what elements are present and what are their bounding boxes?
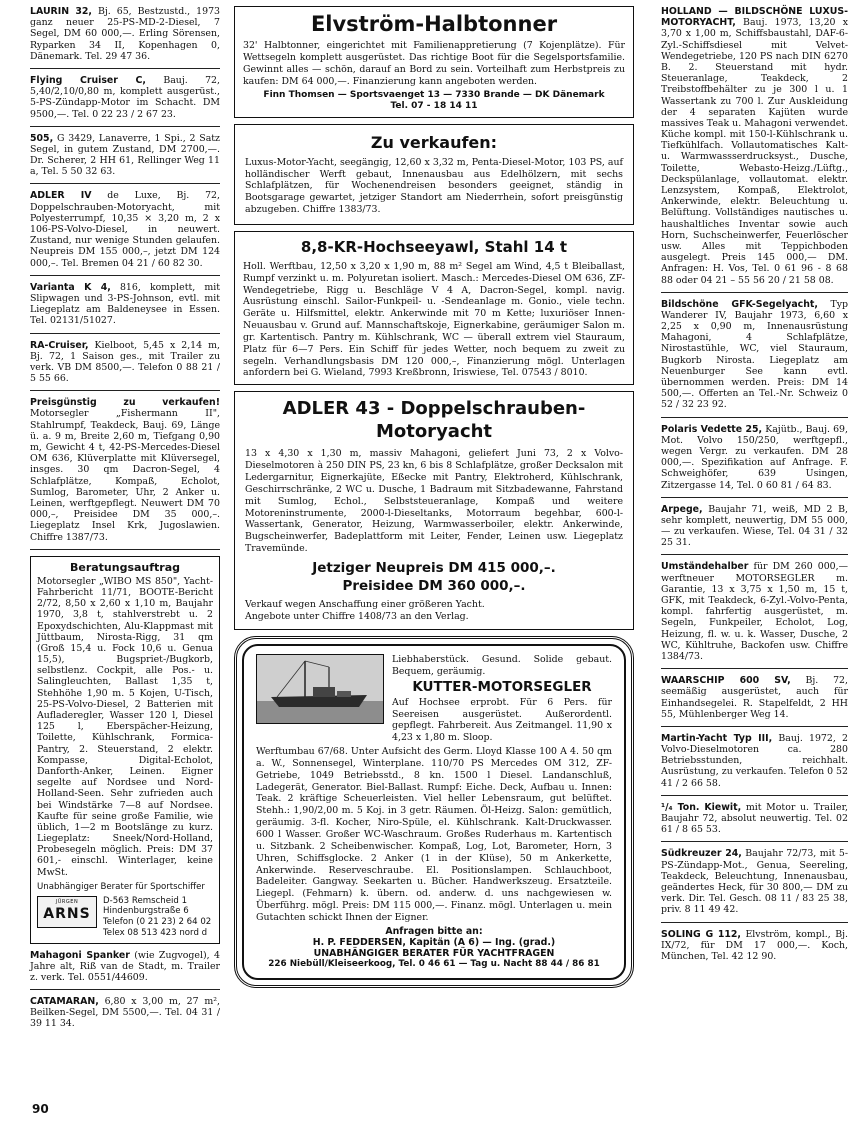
ad-text: Kielboot, 5,45 x 2,14 m, Bj. 72, 1 Saison ges., mit Trailer zu verk. VB DM 8500,—. Telefon 0 88 21 / 5 55 66. — [30, 339, 220, 385]
ad-lead: WAARSCHIP 600 SV, — [661, 675, 791, 687]
advisor-address — [103, 896, 211, 939]
classified-ad — [661, 6, 848, 293]
verkaufen-title: Zu verkaufen: — [370, 132, 498, 152]
kutter-intro: Liebhaberstück. Gesund. Solide gebaut. Bequem, geräumig. — [392, 654, 612, 677]
boat-illustration — [257, 655, 384, 724]
arns-logo — [37, 896, 97, 928]
kutter-request: Anfragen bitte an: — [385, 925, 483, 937]
ad-lead: ADLER IV — [30, 190, 92, 202]
ad-text: Baujahr 71, weiß, MD 2 B, sehr komplett, neuwertig, DM 55 000,— zu verkaufen. Wiese, Tel. 04 31 / 32 25 31. — [661, 503, 848, 549]
ad-lead: LAURIN 32, — [30, 6, 92, 17]
advisor-subtitle: Unabhängiger Berater für Sportschiffer — [37, 881, 205, 892]
adler43-price-idea: Preisidee DM 360 000,–. — [342, 578, 526, 595]
kutter-header — [256, 654, 612, 744]
ad-lead: ¹/₄ Ton. Kiewit, — [661, 801, 742, 813]
left-column — [30, 6, 220, 1042]
classified-ad — [30, 340, 220, 392]
elvstroem-text: 32' Halbtonner, eingerichtet mit Familienappretierung (7 Kojenplätze). Für Wettsegeln komplett ausgerüstet. Das richtige Boot für die Segelsportsfamilie. Gewinnt alles — schön, darauf an Bord zu sein. Vorteilhaft zum Herbstpreis zu kaufen: DM 64 000,—. Finanzierung kann angeboten werden. — [243, 39, 625, 87]
ad-lead: Polaris Vedette 25, — [661, 423, 763, 435]
classified-ad — [30, 282, 220, 334]
classified-ad — [30, 397, 220, 549]
adler43-text: 13 x 4,30 x 1,30 m, massiv Mahagoni, geliefert Juni 73, 2 x Volvo-Dieselmotoren à 250 DIN PS, 23 kn, 6 bis 8 Schlafplätze, großer Decksalon mit Ledergarnitur, Eignerkajüte, Eßecke mit Pantry, Elektroherd, Kühlschrank, Geschirrschränke, 2 WC u. Dusche, 1 Badraum mit Sitzbadewanne, Fahrstand mit Sumlog, Echol., Selbststeueranlage, Kompaß und weitere Motoreninstrumente, 2000-l-Dieseltanks, Motorraum begehbar, 600-l-Wassertank, Generator, Heizung, Warmwasserboiler, elektr. Ankerwinde, Bugscheinwerfer, Badeplattform mit Leiter, Fender, Leinen usw. Liegeplatz Travemünde. — [245, 448, 623, 555]
classified-ad — [661, 299, 848, 418]
classified-ad — [30, 75, 220, 127]
adler43-title-line-2: Motoryacht — [375, 420, 493, 442]
advisor-text: Motorsegler „WIBO MS 850", Yacht-Fahrbericht 11/71, BOOTE-Bericht 2/72, 8,50 x 2,60 x 1,10 m, Baujahr 1970, 3,8 t, stahlverstrebt u. 2 Epoxydschichten, Alu-Klappmast mit Jüttbaum, Nirosta-Rigg, 31 qm (Groß 15,4 u. Fock 10,6 u. Genua 15,5), Bugspriet-/Bugkorb, selbstlenz. Cockpit, alle Pos.- u. Salingleuchten, Ballast 1,35 t, Stehhöhe 1,90 m. 5 Kojen, U-Tisch, 25-PS-Volvo-Diesel, 2 Batterien mit Aufladeregler, Wasser 120 l, Diesel 125 l, Eberspächer-Heizung, Toilette, Kühlschrank, Formica-Pantry, 2. Steuerstand, 2 elektr. Kompasse, Digital-Echolot, Danforth-Anker, Leinen. Eigner segelte auf Nordsee und Nord-Holland-Seen. Sehr zufrieden auch bei Windstärke 7—8 auf Nordsee. Kaufte für seine große Familie, wie üblich, 1—2 m Bootslänge zu kurz. Liegeplatz: Sneek/Nord-Holland, Probesegeln möglich. Preis: DM 37 601,- einschl. Winterlager, keine MwSt. — [37, 575, 213, 878]
ad-lead: Arpege, — [661, 503, 703, 515]
ad-lead: CATAMARAN, — [30, 996, 99, 1008]
ad-text: Baujahr 72/73, mit 5-PS-Zündapp-Mot., Genua, Seereling, Teakdeck, Beleuchtung, Innenausbau, geändertes Heck, für 30 800,— DM zu verk. Dir. Tel. Gesch. 08 11 / 83 25 38, priv. 8 11 49 42. — [661, 848, 848, 916]
logo-small-text: JÜRGEN — [55, 899, 79, 906]
classified-ad — [661, 802, 848, 843]
ad-lead: Flying Cruiser C, — [30, 74, 146, 86]
address-line: Telex 08 513 423 nord d — [103, 927, 208, 938]
ad-text: Bauj. 72, 5,40/2,10/0,80 m, komplett ausgerüst., 5-PS-Zündapp-Motor im Schacht. DM 9500,—. Tel. 0 22 23 / 2 67 23. — [30, 74, 220, 120]
ad-text: für DM 260 000,— werftneuer MOTORSEGLER m. Garantie, 13 x 3,75 x 1,50 m, 15 t, GFK, mit Teakdeck, 6-Zyl.-Volvo-Penta, kompl. fahrfertig ausgerüstet, m. Segeln, Funkpeiler, Echolot, Log, Heizung, fl. w. u. k. Wasser, Dusche, 2 WC, Kühltruhe, Backofen usw. Chiffre 1384/73. — [661, 561, 848, 662]
classified-ad — [30, 190, 220, 275]
ad-text: 816, komplett, mit Slipwagen und 3-PS-Johnson, evtl. mit Liegeplatz am Baldeneysee in Essen. Tel. 02131/51027. — [30, 281, 221, 327]
classified-ad — [661, 561, 848, 669]
ad-lead: Preisgünstig zu verkaufen! — [30, 397, 220, 409]
ad-text: 6,80 x 3,00 m, 27 m², Beilken-Segel, DM 5500,—. Tel. 04 31 / 39 11 34. — [30, 996, 220, 1030]
hochseeyawl-text: Holl. Werftbau, 12,50 x 3,20 x 1,90 m, 88 m² Segel am Wind, 4,5 t Bleiballast, Rumpf verzinkt u. m. Polyuretan isoliert. Masch.: Mercedes-Diesel OM 636, ZF-Wendegetriebe, Rigg u. Beschläge V 4 A, Dacron-Segel, kompl. navig. Ausrüstung einschl. Sailor-Funkpeil- u. -Sendeanlage m. Gonio., viele techn. Geräte u. Hilfsmittel, elektr. Ankerwinde mit 70 m Kette; luxuriöser Innen-Neuausbau v. Grund auf. Mannschaftskoje, Eignerkabine, geräumiger Salon m. gr. Kartentisch. Pantry m. Kühlschrank, WC — überall extrem viel Stauraum, Platz für 6—7 Pers. Ein Schiff für jedes Wetter, noch bequem zu zweit zu segeln. Verhandlungsbasis DM 120 000,–, Finanzierung mögl. Unterlagen anfordern bei G. Wieland, 7993 Kreßbronn, Iriswiese, Tel. 07543 / 8010. — [243, 260, 625, 379]
kutter-contact-role: UNABHÄNGIGER BERATER FÜR YACHTFRAGEN — [313, 948, 555, 960]
classified-ad — [30, 950, 220, 991]
elvstroem-title: Elvström-Halbtonner — [310, 12, 558, 36]
advisor-title: Beratungsauftrag — [69, 560, 181, 574]
kutter-contact-address: 226 Niebüll/Kleiseerkoog, Tel. 0 46 61 — Tag u. Nacht 88 44 / 86 81 — [268, 959, 600, 970]
classified-ad — [30, 996, 220, 1036]
kutter-ad — [234, 636, 634, 988]
hochseeyawl-ad — [234, 231, 634, 385]
ad-text: mit Motor u. Trailer, Baujahr 72, absolut neuwertig. Tel. 02 61 / 8 65 53. — [661, 801, 848, 836]
logo-word: ARNS — [43, 906, 91, 923]
verkaufen-ad — [234, 124, 634, 225]
elvstroem-phone: Tel. 07 - 18 14 11 — [390, 101, 478, 112]
ad-lead: HOLLAND — BILDSCHÖNE LUXUS-MOTORYACHT, — [661, 6, 848, 29]
elvstroem-ad — [234, 6, 634, 118]
address-line: Telefon (0 21 23) 2 64 02 — [103, 917, 212, 928]
classified-ad — [661, 675, 848, 727]
classified-ad — [661, 733, 848, 796]
ad-lead: Umständehalber — [661, 561, 749, 573]
right-column — [661, 6, 848, 974]
classified-ad — [30, 133, 220, 185]
kutter-text: Werftumbau 67/68. Unter Aufsicht des Germ. Lloyd Klasse 100 A 4. 50 qm a. W., Sonnensegel, Winterplane. 110/70 PS Mercedes OM 312, ZF-Getriebe, 1049 Betriebsstd., 8 kn. 1500 l Diesel. Landanschluß, Ladegerät, Generator. Biel-Ballast. Rumpf: Eiche. Deck, Aufbau u. Innen: Teak. 2 kräftige Scheuerleisten. Viel heller Lebensraum, gut belüftet. Stehh.: 1,90/2,00 m. 5 Koj. in 3 getr. Räumen. Öl-Heizg. Salon: gemütlich, geräumig. 3-fl. Kocher, Niro-Spüle, el. Kühlschrank. Kalt-Druckwasser. 600 l Wasser. Großer WC-Waschraum. Großes Ruderhaus m. Kartentisch u. Sitzbank. 2 Scheibenwischer. Kompaß, Log, Lot, Barometer, Horn, 3 Uhren, Schiffsglocke. 2 Anker (1 in der Klüse), 50 m Ankerkette, Ankerwinde. Reserveschraube. El. Positionslampen. Schlauchboot, Badeleiter. Gangway. Seekarten u. Bücher. Handwerkszeug. Ersatzteile. Liegepl. (Fehmarn) k. übern. od. anderw. d. uns nachgewiesen w. Überführg. mögl. Preis: DM 115 000,—. Finanz. mögl. Unterlagen u. mein Gutachten schickt Ihnen der Eigner. — [256, 746, 612, 923]
ad-lead: Südkreuzer 24, — [661, 848, 742, 860]
advisor-box — [30, 556, 220, 944]
adler43-footer-line: Verkauf wegen Anschaffung einer größeren Yacht. — [245, 599, 485, 611]
classified-ad — [661, 848, 848, 922]
address-line: D-563 Remscheid 1 — [103, 895, 188, 906]
ad-text: de Luxe, Bj. 72, Doppelschrauben-Motoryacht, mit Polyesterrumpf, 10,35 × 3,20 m, 2 x 106-PS-Volvo-Diesel, in neuwert. Zustand, nur wenige Stunden gelaufen. Neupreis DM 155 000,–, jetzt DM 124 000,–. Tel. Bremen 04 21 / 60 82 30. — [30, 190, 220, 269]
verkaufen-text: Luxus-Motor-Yacht, seegängig, 12,60 x 3,32 m, Penta-Diesel-Motor, 103 PS, auf holländischer Werft gebaut, Innenausbau aus Edelhölzern, mit sechs Schlafplätzen, für Wochenendreisen besonders geeignet, ständig in Bootsgarage gewartet, jetziger Standort am Niederrhein, sofort preisgünstig abzugeben. Chiffre 1383/73. — [245, 156, 623, 216]
boat-photo — [256, 654, 384, 724]
ad-lead: Bildschöne GFK-Segelyacht, — [661, 298, 818, 310]
adler43-title-line-1: ADLER 43 - Doppelschrauben- — [282, 398, 586, 420]
kutter-top-text: Auf Hochsee erprobt. Für 6 Pers. für Seereisen ausgerüstet. Außerordentl. gepflegt. Fahrbereit. Aus Zeitmangel. 11,90 x 4,23 x 1,80 m. Sloop. — [392, 696, 612, 744]
adler43-new-price: Jetziger Neupreis DM 415 000,–. — [312, 559, 556, 576]
elvstroem-contact: Finn Thomsen — Sportsvaenget 13 — 7330 Brande — DK Dänemark — [263, 90, 605, 101]
ad-text: Bj. 72, seemäßig ausgerüstet, auch für Einhandsegelei. R. Stapelfeldt, 2 HH 55, Mühlenberger Weg 14. — [661, 675, 848, 720]
advisor-contact — [37, 896, 213, 939]
classified-ad — [661, 504, 848, 556]
ad-text: Bauj. 1973, 13,20 x 3,70 x 1,00 m, Schiffsbaustahl, DAF-6-Zyl.-Schiffsdiesel mit Velvet-Wendegetriebe, 120 PS nach DIN 6270 B. 2. Steuerstand mit hydr. Steueranlage, Teakdeck, 2 Treibstoffbehälter zu je 300 l u. 1 Wassertank zu 700 l. Zur Auskleidung der 4 separaten Kajüten wurde massives Teak u. Mahagoni verwendet. Küche kompl. mit 150-l-Kühlschrank u. Tiefkühlfach. Vollautomatisches Kalt- u. Warmwassserdrucksyst., Dusche, Toilette, Webasto-Heizg./Lüftg., Deckspülanlage, vollautomat. elektr. Lenzsystem, Kompaß, Elektrolot, Ankerwinde, elektr. Beleuchtung u. Belüftung. Vollständiges nautisches u. haushaltliches Inventar sowie auch Horn, Suchscheinwerfer, Feuerlöscher usw. Alles mit Teppichboden ausgelegt. Preis 145 000,— DM. Anfragen: H. Vos, Tel. 0 61 96 - 8 68 88 oder 04 21 – 55 56 20 / 21 58 08. — [661, 17, 848, 286]
middle-column — [234, 6, 634, 988]
kutter-header-text — [392, 654, 612, 744]
ad-text: Bj. 65, Bestzustd., 1973 ganz neuer 25-PS-MD-2-Diesel, 7 Segel, DM 60 000,—. Erling Sörensen, Ryparken 34 II, Kopenhagen 0, Dänemark. Tel. 29 47 36. — [30, 6, 220, 62]
ad-lead: Mahagoni Spanker — [30, 949, 130, 961]
ad-text: Elvström, kompl., Bj. IX/72, für DM 17 000,—. Koch, München, Tel. 42 12 90. — [661, 928, 848, 962]
ad-text: Typ Wanderer IV, Baujahr 1973, 6,60 x 2,25 x 0,90 m, Innenausrüstung Mahagoni, 4 Schlafplätze, Nirostastühle, WC, viel Stauraum, Bugkorb Nirosta. Liegeplatz am Neuenburger See kann evtl. übernommen werden. Preis: DM 14 500,—. Offerten an Tel.-Nr. Schweiz 0 52 / 32 23 92. — [661, 298, 848, 411]
ad-text: Bauj. 1972, 2 Volvo-Dieselmotoren ca. 280 Betriebsstunden, reichhalt. Ausrüstung, zu verkaufen. Telefon 0 52 41 / 2 66 58. — [661, 732, 848, 789]
page-number: 90 — [32, 1102, 49, 1116]
adler43-ad — [234, 391, 634, 630]
classified-ad — [30, 6, 220, 69]
adler43-footer-line: Angebote unter Chiffre 1408/73 an den Verlag. — [245, 611, 469, 623]
ad-text: Motorsegler „Fishermann II", Stahlrumpf, Teakdeck, Bauj. 69, Länge ü. a. 9 m, Breite 2,60 m, Tiefgang 0,90 m, Gewicht 4 t, 42-PS-Mercedes-Diesel OM 636, Klüverplatte mit Klüversegel, insges. 30 qm Dacron-Segel, 4 Schlafplätze, Kompaß, Echolot, Sumlog, Barometer, Uhr, 2 Anker u. Leinen, werftgepflegt. Neuwert DM 70 000,–, Preisidee DM 35 000,–. Liegeplatz Insel Krk, Jugoslawien. Chiffre 1387/73. — [30, 408, 220, 543]
classified-ad — [661, 424, 848, 498]
ad-lead: 505, — [30, 132, 54, 144]
ad-text: Kajütb., Bauj. 69, Mot. Volvo 150/250, werftgepfl., wegen Vergr. zu verkaufen. DM 28 000,—. Spezifikation auf Anfrage. F. Schweighöfer, 639 Usingen, Zitzergasse 14, Tel. 0 60 81 / 64 83. — [661, 423, 848, 491]
classified-ad — [661, 929, 848, 969]
ad-text: (wie Zugvogel), 4 Jahre alt, Riß van de Stadt, m. Trailer z. verk. Tel. 0551/44609. — [30, 949, 221, 983]
hochseeyawl-title: 8,8-KR-Hochseeyawl, Stahl 14 t — [300, 238, 568, 257]
address-line: Hindenburgstraße 6 — [103, 906, 189, 917]
ad-lead: Varianta K 4, — [30, 281, 111, 293]
ad-lead: Martin-Yacht Typ III, — [661, 732, 773, 744]
ad-text: G 3429, Lanaverre, 1 Spi., 2 Satz Segel, in gutem Zustand, DM 2700,—. Dr. Scherer, 2 HH 61, Rellinger Weg 11 a, Tel. 5 50 32 63. — [30, 132, 220, 178]
kutter-title: KUTTER-MOTORSEGLER — [412, 678, 592, 695]
adler43-price — [245, 559, 623, 595]
kutter-ad-inner — [242, 644, 626, 980]
kutter-contact-name: H. P. FEDDERSEN, Kapitän (A 6) — Ing. (grad.) — [312, 936, 556, 948]
ad-lead: RA-Cruiser, — [30, 339, 89, 351]
ad-lead: SOLING G 112, — [661, 928, 741, 940]
